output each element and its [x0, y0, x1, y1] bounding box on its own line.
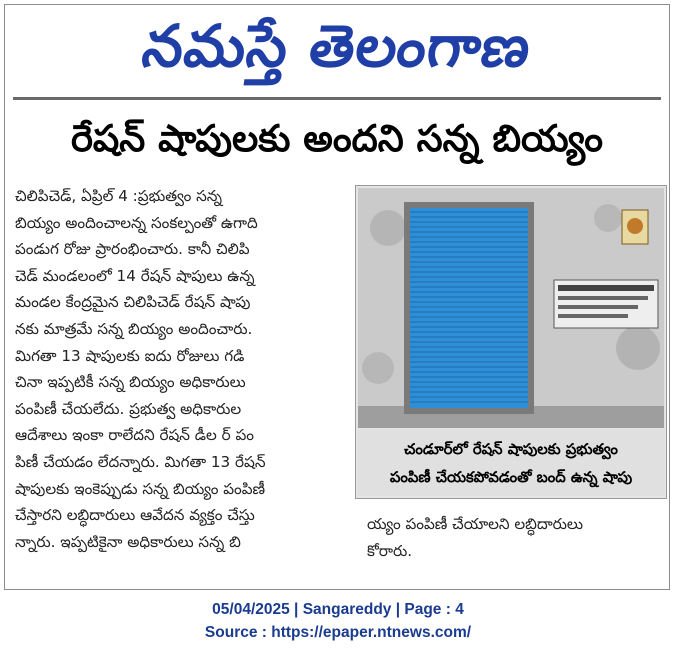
photo-caption: [358, 430, 664, 496]
body-line: బియ్యం అందించాలన్న సంకల్పంతో ఉగాది: [15, 213, 258, 232]
body-line: పంపిణీ చేయలేదు. ప్రభుత్వ అధికారుల: [15, 399, 242, 418]
body-line: నకు మాత్రమే సన్న బియ్యం అందించారు.: [15, 319, 253, 338]
body-line: కోరారు.: [367, 541, 413, 560]
body-line: చేస్తారని లబ్ధిదారులు ఆవేదన వ్యక్తం చేస్తు: [15, 506, 255, 525]
body-line: మిగతా 13 షాపులకు ఐదు రోజులు గడి: [15, 346, 245, 365]
article-photo-box: [355, 185, 667, 499]
article-body-right: [367, 511, 667, 564]
body-line: షాపులకు ఇంకెప్పుడు సన్న బియ్యం పంపిణీ: [15, 479, 266, 498]
body-line: ఆదేశాలు ఇంకా రాలేదని రేషన్ డీల ర్ పం: [15, 426, 254, 445]
caption-line: పంపిణీ చేయకపోవడంతో బంద్ ఉన్న షాపు: [389, 469, 633, 486]
masthead-title: నమస్తే తెలంగాణ: [138, 12, 536, 80]
body-line: మండల కేంద్రమైన చిలిపిచెడ్ రేషన్ షాపు: [15, 293, 251, 312]
body-line: పండుగ రోజు ప్రారంభించారు. కానీ చిలిపి: [15, 240, 250, 259]
source-footer: [0, 598, 676, 644]
body-line: చిలిపిచెడ్, ఏప్రిల్ 4 :ప్రభుత్వం సన్న: [15, 187, 222, 205]
shutter: [410, 208, 528, 408]
body-line: య్యం పంపిణీ చేయాలని లబ్ధిదారులు: [367, 515, 583, 533]
article-body-left: [15, 183, 345, 555]
newspaper-clipping: [4, 4, 670, 590]
masthead-divider: [13, 97, 661, 100]
shop-photo: [358, 188, 664, 428]
shop-shutter-image: [358, 188, 664, 428]
caption-line: చండూర్‌లో రేషన్ షాపులకు ప్రభుత్వం: [404, 441, 618, 458]
body-line: చెడ్ మండలంలో 14 రేషన్ షాపులు ఉన్న: [15, 266, 255, 285]
article-headline: రేషన్ షాపులకు అందని సన్న బియ్యం: [70, 117, 604, 160]
body-line: పిణీ చేయడం లేదన్నారు. మిగతా 13 రేషన్: [15, 452, 266, 471]
body-line: న్నారు. ఇప్పటికైనా అధికారులు సన్న బి: [15, 532, 241, 551]
body-line: చినా ఇప్పటికీ సన్న బియ్యం అధికారులు: [15, 373, 246, 392]
footer-date-line: 05/04/2025 | Sangareddy | Page : 4: [212, 601, 464, 618]
footer-source-line: Source : https://epaper.ntnews.com/: [204, 624, 472, 641]
